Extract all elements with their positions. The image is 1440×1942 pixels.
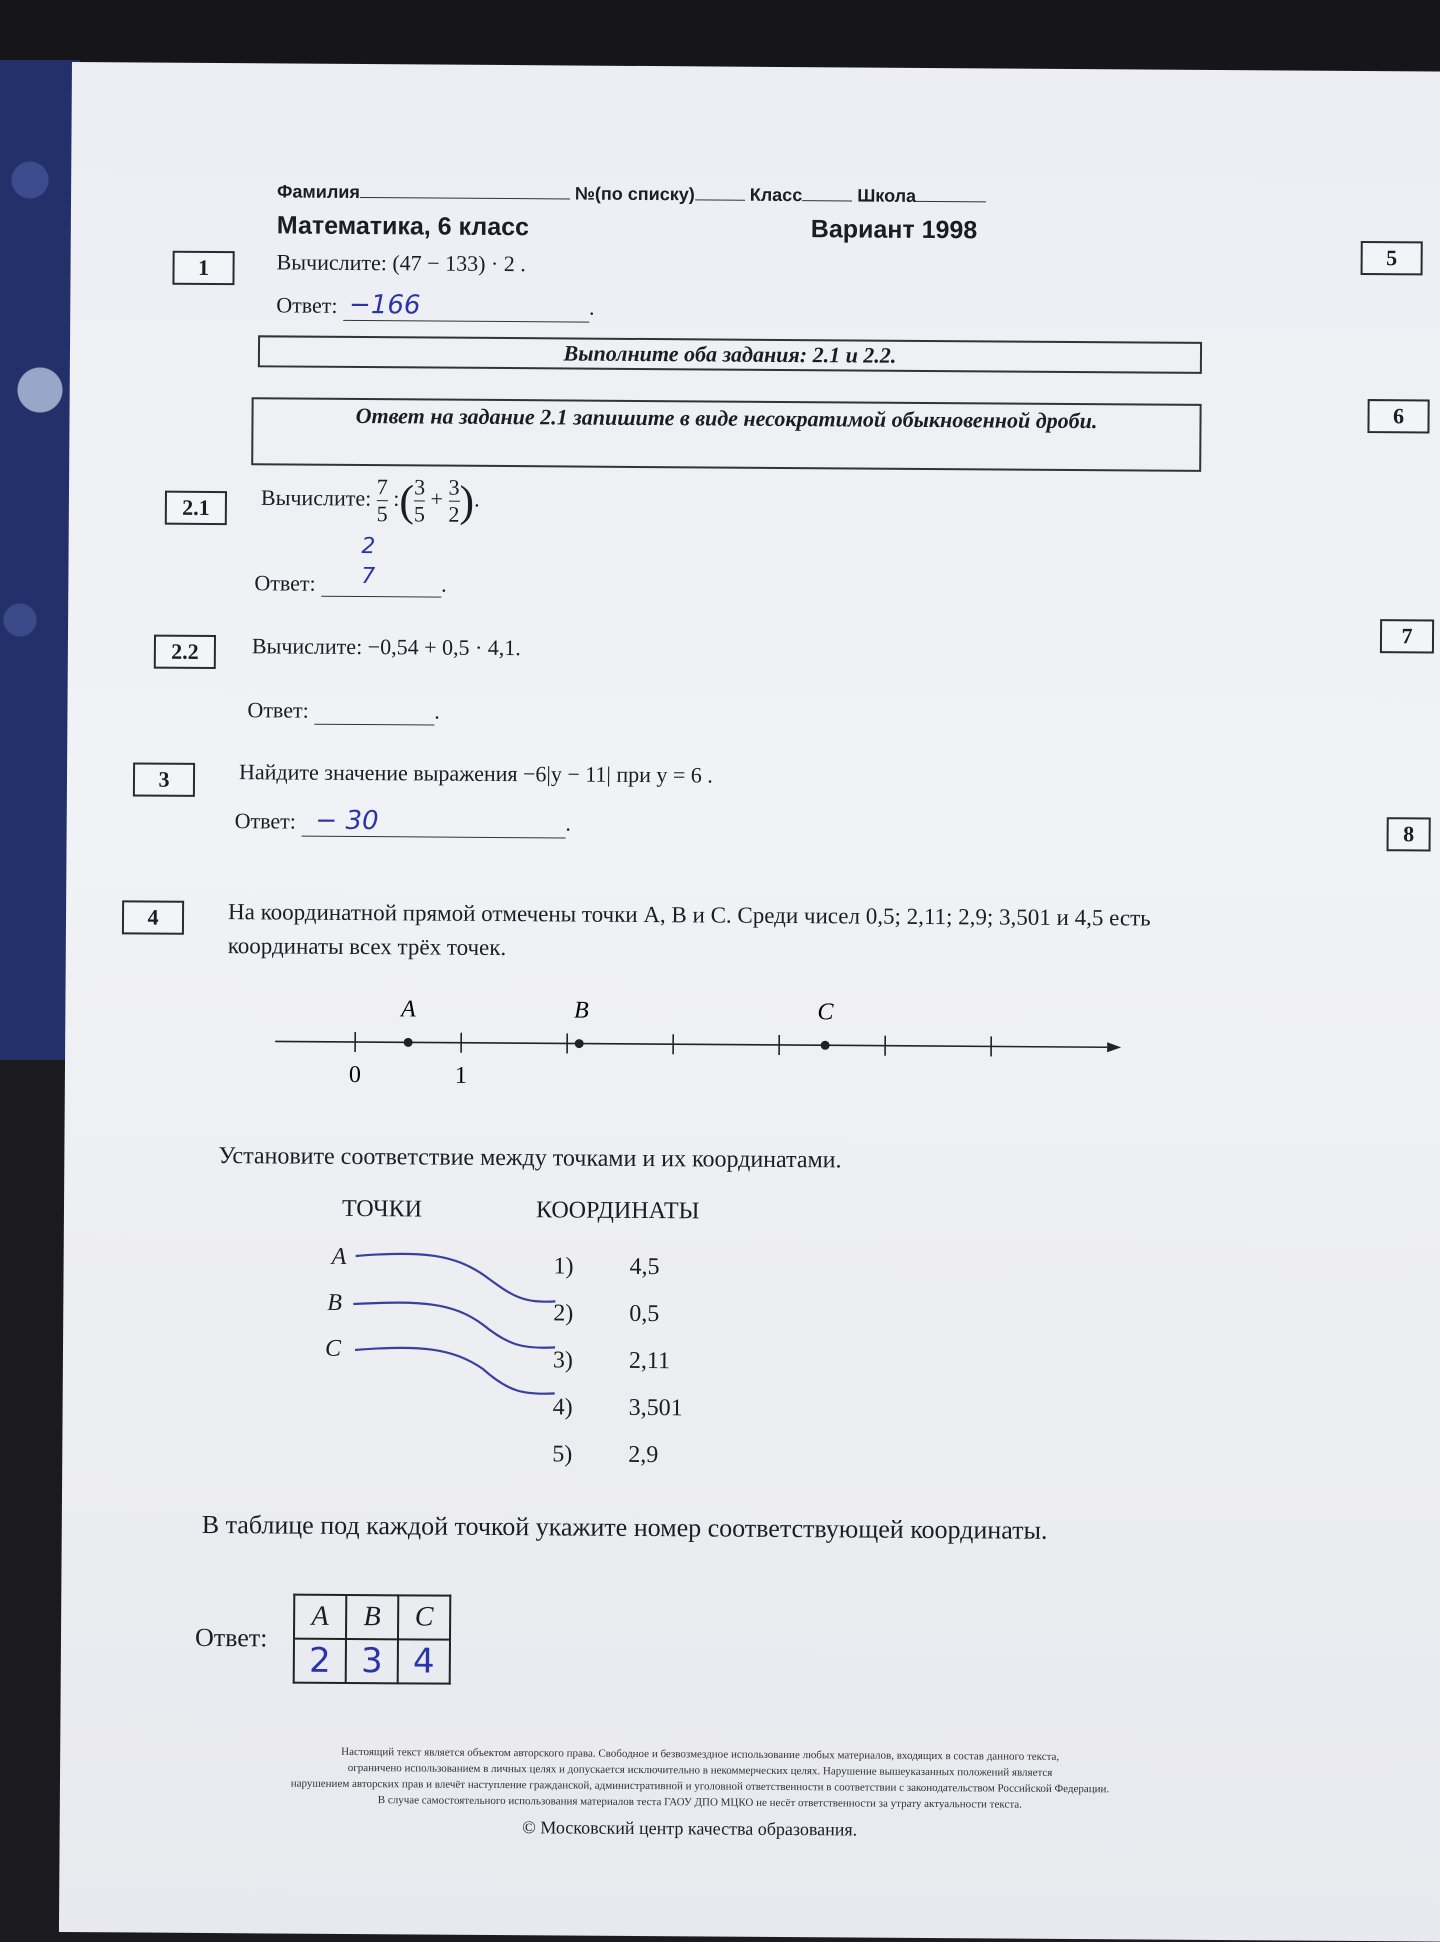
side-box-8: 8 [1387,817,1431,851]
fraction-7-5: $\frac{7}{5}$ [377,474,388,527]
tick-label-zero: 0 [349,1062,361,1088]
task21-label: Вычислите: [261,485,371,511]
answer-cell-c[interactable]: 4 [398,1639,450,1683]
answer-table-header [294,1595,450,1640]
task21-answer-row: Ответ: 2 7 . [254,551,447,597]
answer-label: Ответ: [247,697,308,722]
task22-answer[interactable] [314,698,434,726]
task-number-2-1: 2.1 [165,491,227,525]
tick-label-one: 1 [455,1063,467,1089]
task3-text: Найдите значение выражения −6|y − 11| при y = 6 . [239,759,713,788]
variant-title: Вариант 1998 [811,215,978,245]
table-instruction: В таблице под каждой точкой укажите номер соответствующей координаты. [202,1507,1202,1550]
task-number-3: 3 [133,762,195,796]
coord-row-3: 3) 2,11 [553,1337,683,1385]
answer-label: Ответ: [254,570,315,595]
point-b-label: B [574,998,589,1024]
task1-answer[interactable]: −166 [343,290,589,323]
familia-label: Фамилия [277,181,360,202]
copyright: © Московский центр качества образования. [390,1816,990,1841]
number-line [265,983,1126,1099]
task-number-1: 1 [172,251,234,285]
match-line-a-2 [355,1253,555,1301]
banner-both-tasks: Выполните оба задания: 2.1 и 2.2. [258,335,1202,374]
match-point-a: A [332,1244,347,1271]
shkola-label: Школа [857,185,916,205]
klass-label: Класс [750,185,803,205]
task4-instruction: Установите соответствие между точками и их координатами. [218,1143,841,1174]
answer-cell-a[interactable]: 2 [294,1639,346,1683]
legal-line-4: В случае самостоятельного использования материалов теста ГАОУ ДПО МЦКО не несёт ответственности за утрату актуальности текста. [170,1791,1230,1814]
answer-table-values [294,1639,450,1684]
legal-line-2: ограничено использованием в личных целях и допускается исключительно в некоммерческих целях. Нарушение вышеуказанных положений является [170,1759,1230,1782]
banner-fraction-hint: Ответ на задание 2.1 запишите в виде несократимой обыкновенной дроби. [251,397,1201,472]
answer-label: Ответ: [235,808,296,833]
point-a-label: A [399,996,416,1022]
answer-table [293,1594,452,1685]
point-c-label: C [817,999,834,1025]
coords-header: КООРДИНАТЫ [536,1197,700,1225]
match-line-c-4 [355,1347,555,1393]
points-header: ТОЧКИ [342,1196,422,1224]
fraction-3-2: $\frac{3}{2}$ [448,475,459,528]
number-line-axis [275,1041,1107,1047]
legal-notice [170,1743,1230,1814]
task-number-2-2: 2.2 [154,635,216,669]
task21-answer[interactable] [321,552,441,598]
side-box-6: 6 [1367,399,1429,433]
answer-denominator: 7 [361,564,375,589]
fraction-3-5: $\frac{3}{5}$ [414,474,425,527]
coord-row-2: 2) 0,5 [553,1290,683,1338]
side-box-7: 7 [1380,619,1434,653]
task22-answer-row: Ответ: . [247,697,439,725]
task3-answer[interactable]: − 30 [301,806,565,839]
coord-row-4: 4) 3,501 [552,1384,682,1432]
task22-text: Вычислите: −0,54 + 0,5 · 4,1. [252,633,521,661]
subject-title: Математика, 6 класс [277,211,529,242]
task21-expression: Вычислите: $\frac{7}{5}$ :( $\frac{3}{5}$ + $\frac{3}{2}$ ). [261,473,480,528]
task-number-4: 4 [122,900,184,934]
answer-cell-b[interactable]: 3 [346,1639,398,1683]
task3-answer-row: Ответ: − 30 . [235,805,571,838]
header-b: B [346,1595,398,1639]
header-a: A [294,1595,346,1639]
nomer-label: №(по списку) [575,184,695,205]
handwritten-match-lines [343,1244,574,1406]
answer-numerator: 2 [361,534,375,559]
coord-row-1: 1) 4,5 [553,1243,683,1291]
task1-answer-row: Ответ: −166 . [276,289,594,322]
dark-background-top [0,0,1440,70]
match-point-b: B [327,1290,342,1317]
match-line-b-3 [353,1302,555,1348]
number-line-ticks [355,1032,991,1056]
test-sheet [59,62,1440,1942]
task1-text: Вычислите: (47 − 133) · 2 . [277,249,526,277]
legal-line-1: Настоящий текст является объектом авторского права. Свободное и безвозмездное использование любых материалов, входящих в состав данного текста, [170,1743,1230,1766]
point-b-dot [575,1039,584,1048]
side-box-5: 5 [1361,241,1423,275]
coord-row-5: 5) 2,9 [552,1431,682,1479]
header-c: C [398,1595,450,1639]
task4-text: На координатной прямой отмечены точки A, B и C. Среди чисел 0,5; 2,11; 2,9; 3,501 и 4,5 есть координаты всех трёх точек. [228,895,1228,970]
legal-line-3: нарушением авторских прав и влечёт наступление гражданской, административной и уголовной ответственности в соответствии с законодательством Российской Федерации. [170,1775,1230,1798]
point-c-dot [821,1041,830,1050]
point-a-dot [404,1038,413,1047]
number-line-arrow [1107,1042,1121,1052]
match-point-c: C [325,1336,341,1363]
answer-label: Ответ: [276,292,337,317]
task4-answer-label: Ответ: [195,1623,268,1654]
header-fields [277,181,986,207]
